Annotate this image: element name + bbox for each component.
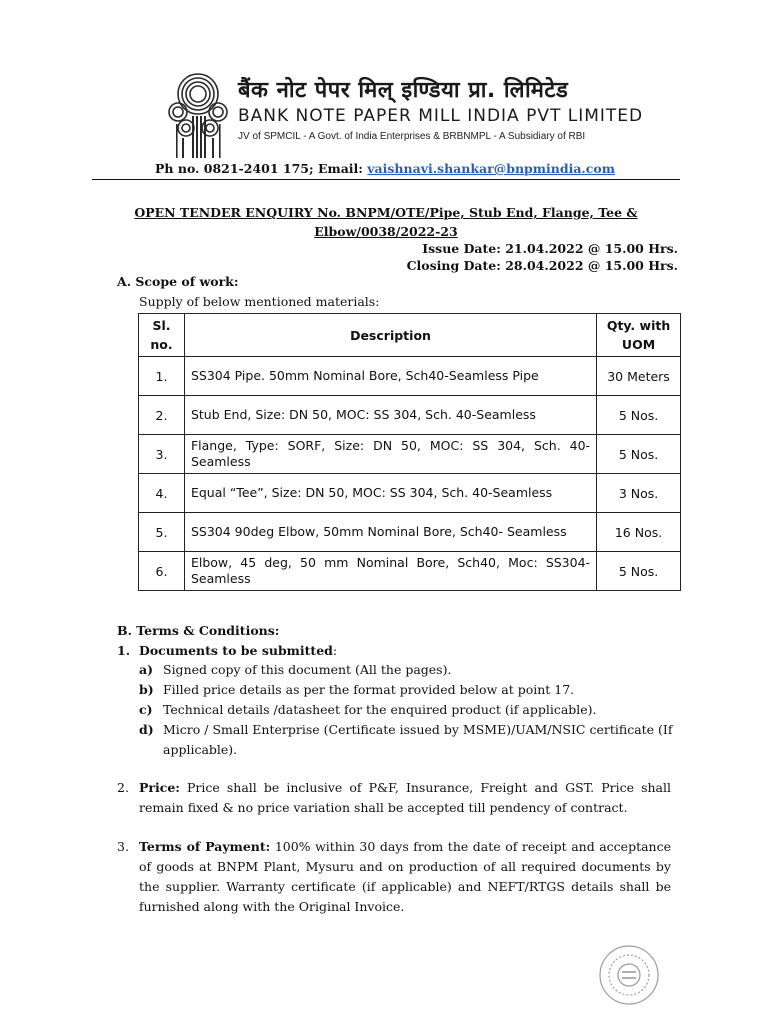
table-row xyxy=(139,396,681,435)
sub-d-text: Micro / Small Enterprise (Certificate issued by MSME)/UAM/NSIC certificate (If applicable). xyxy=(163,722,673,757)
header-divider xyxy=(92,179,680,180)
terms-heading: B. Terms & Conditions: xyxy=(117,623,280,638)
table-row xyxy=(139,357,681,396)
sub-d-letter: d) xyxy=(139,722,154,737)
sub-b-text: Filled price details as per the format provided below at point 17. xyxy=(163,682,575,697)
table-row xyxy=(139,474,681,513)
row-sl: 3. xyxy=(139,435,185,474)
sub-c-text: Technical details /datasheet for the enquired product (if applicable). xyxy=(163,702,597,717)
table-row xyxy=(139,552,681,591)
row-qty: 5 Nos. xyxy=(597,396,681,435)
row-qty: 5 Nos. xyxy=(597,435,681,474)
row-qty: 16 Nos. xyxy=(597,513,681,552)
term-1-heading xyxy=(139,641,671,661)
contact-line xyxy=(0,161,770,176)
row-description: Equal “Tee”, Size: DN 50, MOC: SS 304, Sch. 40-Seamless xyxy=(184,474,596,513)
term-2-number: 2. xyxy=(117,780,129,795)
issue-date: Issue Date: 21.04.2022 @ 15.00 Hrs. xyxy=(422,241,678,256)
col-header-description: Description xyxy=(184,314,596,357)
tender-title xyxy=(108,203,664,241)
row-sl: 4. xyxy=(139,474,185,513)
col-header-sl: Sl. no. xyxy=(139,314,185,357)
row-qty: 3 Nos. xyxy=(597,474,681,513)
term-1-label: Documents to be submitted xyxy=(139,643,333,658)
term-3-label: Terms of Payment: xyxy=(139,839,271,854)
org-name-english: BANK NOTE PAPER MILL INDIA PVT LIMITED xyxy=(238,106,644,126)
term-2-text: Price shall be inclusive of P&F, Insurance, Freight and GST. Price shall remain fixed & no price variation shall be accepted till pendency of contract. xyxy=(139,780,671,815)
col-header-qty: Qty. with UOM xyxy=(597,314,681,357)
tender-title-line1: OPEN TENDER ENQUIRY No. BNPM/OTE/Pipe, Stub End, Flange, Tee & xyxy=(134,205,638,220)
row-description: Elbow, 45 deg, 50 mm Nominal Bore, Sch40, Moc: SS304-Seamless xyxy=(184,552,596,591)
contact-email-link[interactable]: vaishnavi.shankar@bnpmindia.com xyxy=(367,161,615,176)
table-row xyxy=(139,513,681,552)
tender-title-line2: Elbow/0038/2022-23 xyxy=(314,224,458,239)
row-qty: 30 Meters xyxy=(597,357,681,396)
term-3-paragraph xyxy=(139,837,671,917)
row-description: SS304 90deg Elbow, 50mm Nominal Bore, Sch40- Seamless xyxy=(184,513,596,552)
sub-a-text: Signed copy of this document (All the pages). xyxy=(163,662,452,677)
row-sl: 6. xyxy=(139,552,185,591)
term-1-colon: : xyxy=(332,643,338,658)
scope-heading: A. Scope of work: xyxy=(117,274,239,289)
jv-statement: JV of SPMCIL - A Govt. of India Enterprises & BRBNMPL - A Subsidiary of RBI xyxy=(238,131,586,142)
term-3-text: 100% within 30 days from the date of receipt and acceptance of goods at BNPM Plant, Mysuru and on production of all required documents by the supplier. Warranty certificate (if applicable) and NEFT/RTGS details shall be furnished along with the Original Invoice. xyxy=(139,839,671,914)
materials-table xyxy=(138,313,681,591)
sub-c-letter: c) xyxy=(139,702,153,717)
row-description: Stub End, Size: DN 50, MOC: SS 304, Sch. 40-Seamless xyxy=(184,396,596,435)
contact-phone: Ph no. 0821-2401 175; Email: xyxy=(155,161,368,176)
closing-date: Closing Date: 28.04.2022 @ 15.00 Hrs. xyxy=(406,258,678,273)
bnpm-logo xyxy=(162,72,234,160)
row-description: SS304 Pipe. 50mm Nominal Bore, Sch40-Seamless Pipe xyxy=(184,357,596,396)
company-seal-icon xyxy=(598,944,660,1006)
term-2-paragraph xyxy=(139,778,671,818)
org-name-hindi: बैंक नोट पेपर मिल् इण्डिया प्रा. लिमिटेड xyxy=(238,78,569,103)
table-row xyxy=(139,435,681,474)
row-qty: 5 Nos. xyxy=(597,552,681,591)
term-2-label: Price: xyxy=(139,780,180,795)
row-sl: 5. xyxy=(139,513,185,552)
row-sl: 2. xyxy=(139,396,185,435)
term-1-number: 1. xyxy=(117,643,131,658)
scope-intro: Supply of below mentioned materials: xyxy=(139,294,380,309)
term-3-number: 3. xyxy=(117,839,129,854)
row-description: Flange, Type: SORF, Size: DN 50, MOC: SS 304, Sch. 40-Seamless xyxy=(184,435,596,474)
sub-b-letter: b) xyxy=(139,682,154,697)
tender-dates xyxy=(407,240,678,274)
sub-a-letter: a) xyxy=(139,662,154,677)
row-sl: 1. xyxy=(139,357,185,396)
